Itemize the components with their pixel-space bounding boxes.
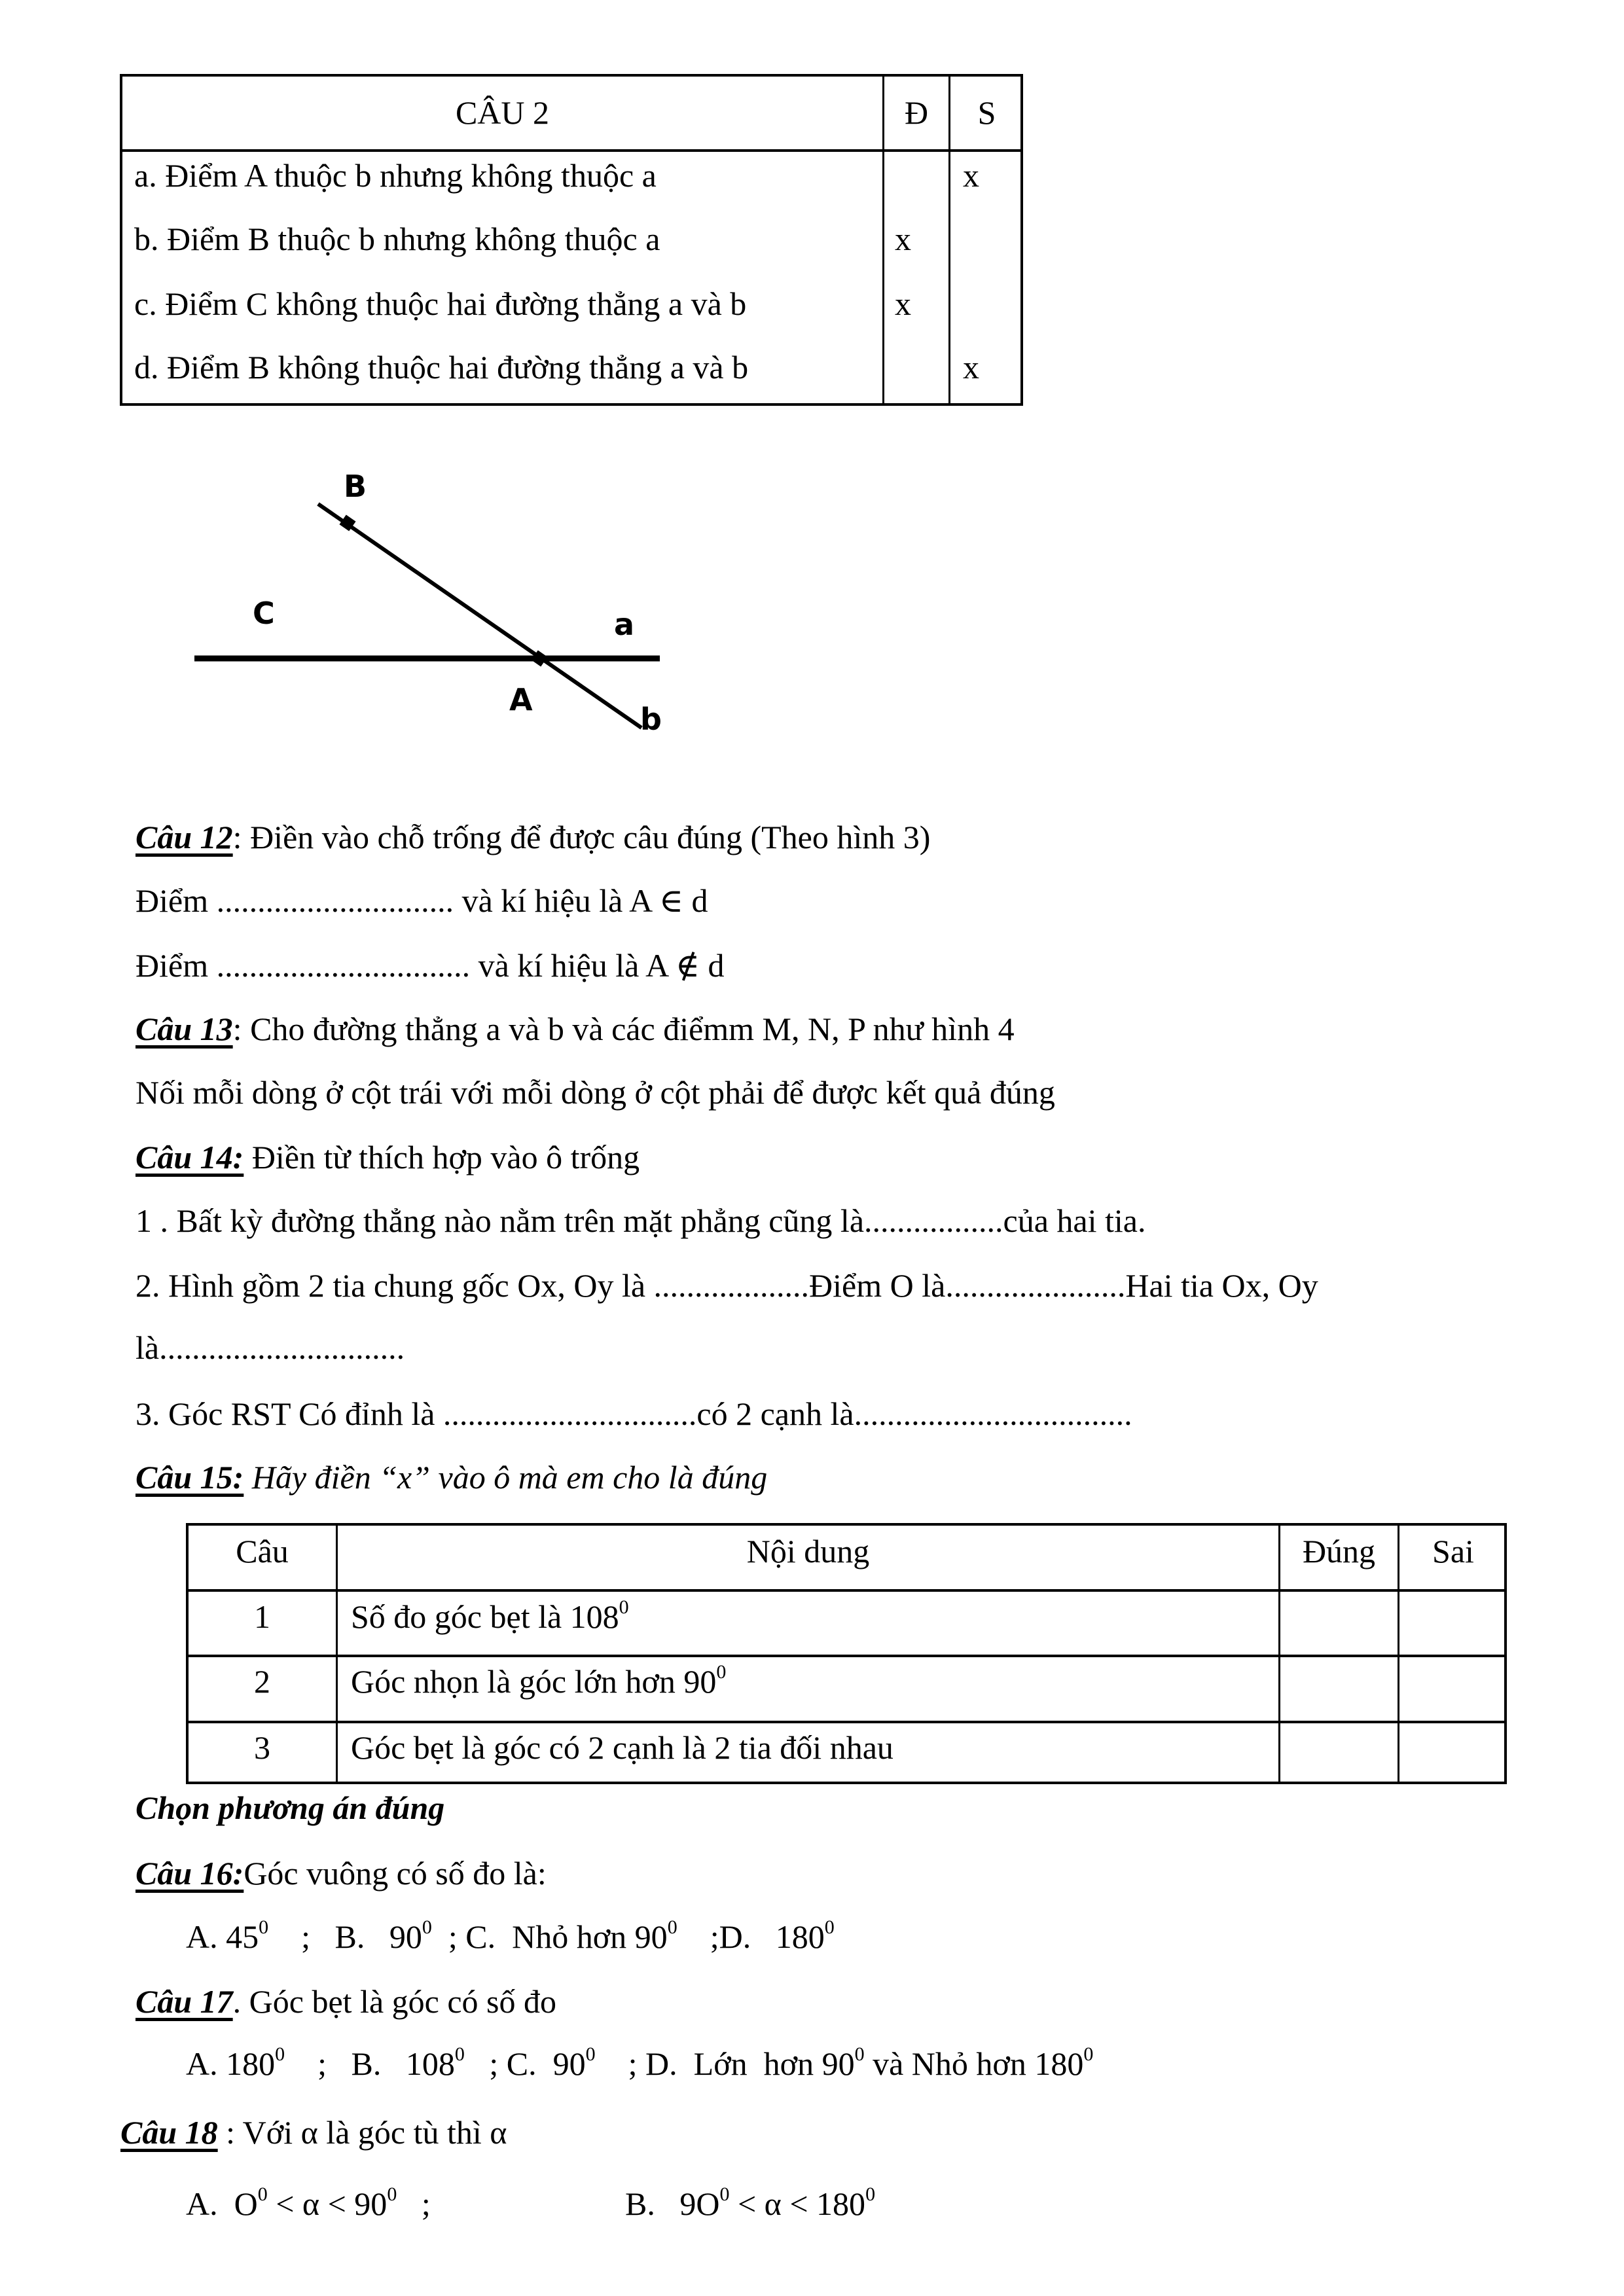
label-B: B — [344, 469, 367, 504]
option-d[interactable] — [645, 2045, 1093, 2082]
cau2-row-text: a. Điểm A thuộc b nhưng không thuộc a — [134, 157, 657, 194]
cau17-question — [135, 1985, 556, 2018]
option-c[interactable] — [465, 1918, 719, 1955]
option-a[interactable] — [186, 2045, 327, 2082]
option-text: B. 9O — [625, 2185, 720, 2222]
cau15-row-num: 2 — [254, 1663, 270, 1700]
cau12-line1: Điểm ............................. và kí hiệu là A ∈ d — [135, 882, 708, 919]
cau15-row-content — [351, 1596, 629, 1635]
cau15-header-false: Sai — [1432, 1533, 1474, 1570]
cau17-prompt: . Góc bẹt là góc có số đo — [232, 1983, 556, 2020]
cau12-prompt: : Điền vào chỗ trống để được câu đúng (Theo hình 3) — [232, 819, 931, 855]
degree-sup: 0 — [854, 2043, 865, 2065]
cau16-options — [186, 1916, 835, 1955]
degree-sup: 0 — [619, 1596, 629, 1618]
cau13-question — [135, 1013, 1015, 1045]
cau15-row-num: 3 — [254, 1729, 270, 1766]
cau15-true-cell[interactable] — [1280, 1592, 1398, 1655]
cau13-line1: Nối mỗi dòng ở cột trái với mỗi dòng ở cột phải để được kết quả đúng — [135, 1074, 1055, 1111]
degree-sup: 0 — [257, 2183, 268, 2205]
cau18-option-b-wrap — [625, 2183, 876, 2222]
degree-sup: 0 — [865, 2183, 876, 2205]
option-b[interactable] — [625, 2185, 875, 2222]
cau2-header-true: Đ — [904, 94, 929, 131]
option-text: D. 180 — [719, 1918, 825, 1955]
degree-sup: 0 — [259, 1916, 269, 1938]
cau2-header-false: S — [977, 94, 996, 131]
content-text: Góc bẹt là góc có 2 cạnh là 2 tia đối nhau — [351, 1729, 893, 1766]
option-b[interactable] — [352, 2045, 499, 2082]
cau12-question — [135, 821, 930, 853]
option-separator: ; — [285, 2045, 327, 2082]
label-a: a — [614, 607, 635, 642]
cau16-question — [135, 1857, 547, 1890]
option-separator: ; — [431, 1918, 458, 1955]
option-d[interactable] — [719, 1918, 835, 1955]
cau18-label: Câu 18 — [120, 2114, 218, 2151]
section-heading: Chọn phương án đúng — [135, 1789, 445, 1826]
degree-sup: 0 — [585, 2043, 596, 2065]
cau15-true-cell[interactable] — [1280, 1723, 1398, 1784]
cau15-label: Câu 15: — [135, 1459, 244, 1496]
label-C: C — [253, 596, 275, 631]
cau2-false-mark[interactable]: x — [963, 157, 979, 194]
cau17-options — [186, 2043, 1094, 2082]
option-text: < α < 90 — [267, 2185, 388, 2222]
cau2-header-title: CÂU 2 — [455, 94, 550, 131]
label-A: A — [509, 682, 533, 717]
cau15-false-cell[interactable] — [1399, 1723, 1507, 1784]
cau2-row-text: c. Điểm C không thuộc hai đường thẳng a và b — [134, 285, 747, 322]
degree-sup: 0 — [422, 1916, 432, 1938]
cau12-line2: Điểm ............................... và kí hiệu là A ∉ d — [135, 947, 725, 984]
option-text: < α < 180 — [729, 2185, 866, 2222]
cau13-prompt: : Cho đường thẳng a và b và các điểmm M, N, P như hình 4 — [232, 1011, 1015, 1047]
option-text: A. 45 — [186, 1918, 259, 1955]
cau15-question — [135, 1461, 767, 1494]
cau2-row-text: b. Điểm B thuộc b nhưng không thuộc a — [134, 221, 660, 257]
cau14-line2: 2. Hình gồm 2 tia chung gốc Ox, Oy là ...................Điểm O là......................Hai tia Ox, Oy — [135, 1267, 1318, 1304]
degree-sup: 0 — [824, 1916, 835, 1938]
cau16-label: Câu 16: — [135, 1855, 244, 1892]
degree-sup: 0 — [716, 1661, 727, 1683]
cau15-header-true: Đúng — [1302, 1533, 1376, 1570]
cau2-true-mark[interactable]: x — [895, 285, 911, 322]
option-separator: ; — [677, 1918, 719, 1955]
option-text: C. 90 — [506, 2045, 586, 2082]
degree-sup: 0 — [387, 2183, 397, 2205]
cau14-label: Câu 14: — [135, 1139, 244, 1175]
option-text: C. Nhỏ hơn 90 — [465, 1918, 668, 1955]
degree-sup: 0 — [1083, 2043, 1094, 2065]
cau14-line3: 3. Góc RST Có đỉnh là ...............................có 2 cạnh là.................................. — [135, 1395, 1132, 1432]
cau15-row-content — [351, 1731, 893, 1764]
option-separator: ; — [268, 1918, 311, 1955]
cau14-line2b: là.............................. — [135, 1329, 405, 1366]
cau14-question — [135, 1141, 640, 1174]
degree-sup: 0 — [454, 2043, 465, 2065]
cau2-true-mark[interactable]: x — [895, 221, 911, 257]
cau15-row-num: 1 — [254, 1598, 270, 1635]
cau15-header-content: Nội dung — [746, 1533, 870, 1570]
cau17-label: Câu 17 — [135, 1983, 233, 2020]
option-text: B. 108 — [351, 2045, 455, 2082]
option-separator: ; — [464, 2045, 499, 2082]
content-text: Số đo góc bẹt là 108 — [351, 1598, 619, 1635]
cau15-header-num: Câu — [236, 1533, 289, 1570]
cau2-false-mark[interactable]: x — [963, 349, 979, 386]
option-text: A. O — [186, 2185, 258, 2222]
cau15-false-cell[interactable] — [1399, 1657, 1507, 1721]
line-b — [318, 504, 641, 728]
option-a[interactable] — [186, 2185, 431, 2222]
option-b[interactable] — [335, 1918, 458, 1955]
degree-sup: 0 — [275, 2043, 285, 2065]
cau14-line1: 1 . Bất kỳ đường thẳng nào nằm trên mặt phẳng cũng là.................của hai tia. — [135, 1202, 1146, 1239]
option-text: A. 180 — [186, 2045, 276, 2082]
option-text: B. 90 — [334, 1918, 422, 1955]
degree-sup: 0 — [667, 1916, 677, 1938]
cau18-question — [120, 2116, 507, 2149]
degree-sup: 0 — [719, 2183, 730, 2205]
option-separator: ; — [397, 2185, 431, 2222]
option-text: D. Lớn hơn 90 — [645, 2045, 855, 2082]
cau18-prompt: : Với α là góc tù thì α — [217, 2114, 507, 2151]
cau15-table — [186, 1523, 1507, 1784]
option-c[interactable] — [507, 2045, 638, 2082]
cau14-prompt: Điền từ thích hợp vào ô trống — [244, 1139, 640, 1175]
option-a[interactable] — [186, 1918, 310, 1955]
cau15-row-content — [351, 1661, 727, 1700]
cau15-prompt: Hãy điền “x” vào ô mà em cho là đúng — [244, 1459, 768, 1496]
cau16-prompt: Góc vuông có số đo là: — [244, 1855, 547, 1892]
option-separator: ; — [595, 2045, 638, 2082]
cau13-label: Câu 13 — [135, 1011, 233, 1047]
content-text: Góc nhọn là góc lớn hơn 90 — [351, 1663, 717, 1700]
cau12-label: Câu 12 — [135, 819, 233, 855]
cau15-false-cell[interactable] — [1399, 1592, 1507, 1655]
cau2-row-text: d. Điểm B không thuộc hai đường thẳng a và b — [134, 349, 749, 386]
option-text: và Nhỏ hơn 180 — [864, 2045, 1084, 2082]
cau15-true-cell[interactable] — [1280, 1657, 1398, 1721]
cau18-options — [186, 2183, 431, 2222]
label-b: b — [640, 702, 662, 737]
